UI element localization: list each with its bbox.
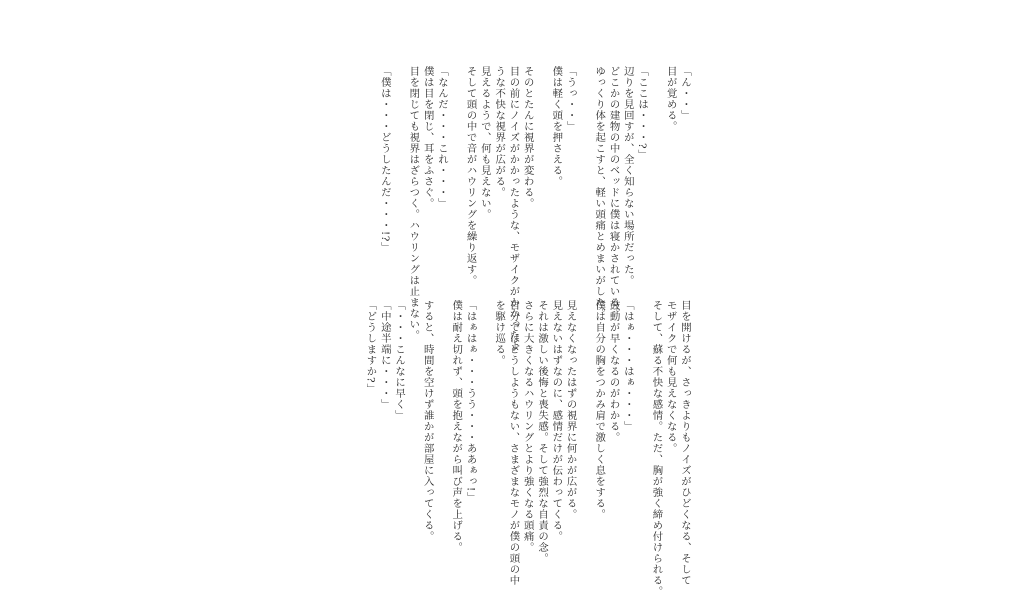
text-line: 「ここは・・・?」 — [636, 66, 649, 161]
text-line: 辺りを見回すが、全く知らない場所だった。 — [621, 66, 634, 286]
text-line: 「はぁ・・・はぁ・・・」 — [621, 300, 634, 432]
blank-line — [435, 300, 449, 572]
text-line: 見えないはずなのに、感情だけが伝わってくる。 — [550, 300, 563, 542]
text-line: 僕は耐え切れず、頭を抱えながら叫び声を上げる。 — [450, 300, 463, 553]
text-line: 見えるようで、何も見えない。 — [478, 66, 491, 220]
text-line: 僕は目を閉じ、耳をふさぐ。 — [421, 66, 434, 209]
text-line: 「はぁはぁ・・・うう・・・ああぁっ!」 — [464, 300, 477, 503]
text-block-lower — [363, 300, 692, 597]
text-line: 僕は自分の胸をつかみ肩で激しく息をする。 — [593, 300, 606, 520]
text-line: 目を開けるが、さっきよりもノイズがひどくなる、そして — [679, 300, 691, 586]
text-line: 自分ではどうしようもない、さまざまなモノが僕の頭の中 — [507, 300, 520, 586]
blank-line — [578, 300, 592, 572]
blank-line — [635, 300, 649, 572]
text-line: ゆっくり体を起こすと、軽い頭痛とめまいがした。 — [593, 66, 606, 319]
blank-line — [406, 300, 420, 572]
text-line: 目が覚める。 — [664, 66, 677, 132]
text-line: 「ん・・」 — [679, 66, 691, 121]
text-line: 見えなくなったはずの視界に何かが広がる。 — [564, 300, 577, 520]
text-line: うな不快な視界が広がる。 — [493, 66, 506, 198]
text-line: 僕は軽く頭を押さえる。 — [550, 66, 563, 187]
text-line: そして頭の中で音がハウリングを繰り返す。 — [464, 66, 477, 286]
text-line: 鼓動が早くなるのがわかる。 — [607, 300, 620, 443]
text-line: 「中途半端に・・・」 — [378, 300, 391, 410]
text-line: 「なんだ・・・これ・・・」 — [435, 66, 448, 209]
text-line: さらに大きくなるハウリングとより強くなる頭痛。 — [521, 300, 534, 553]
blank-line — [392, 66, 406, 296]
blank-line — [478, 300, 492, 572]
text-line: 「僕は・・・どうしたんだ・・・!?」 — [378, 66, 391, 253]
text-line: そのとたんに視界が変わる。 — [521, 66, 534, 209]
text-line: モザイクで何も見えなくなる。 — [664, 300, 677, 454]
text-line: 「・・・こんなに早く」 — [393, 300, 406, 421]
blank-line — [449, 66, 463, 296]
text-line: 「どうしますか?」 — [364, 300, 377, 395]
blank-line — [649, 66, 663, 296]
text-line: 「うっ・・」 — [564, 66, 577, 132]
text-line: どこかの建物の中のベッドに僕は寝かされている。 — [607, 66, 620, 319]
text-line: を駆け巡る。 — [493, 300, 506, 366]
blank-line — [578, 66, 592, 296]
text-line: そして、蘇る不快な感情。ただ、胸が強く締め付けられる。 — [650, 300, 663, 597]
blank-line — [535, 66, 549, 296]
text-line: 目の前にノイズがかかったような、モザイクがかかったよ — [507, 66, 520, 352]
text-line: すると、時間を空けず誰かが部屋に入ってくる。 — [421, 300, 434, 542]
text-line: 目を閉じても視界はざらつく。ハウリングは止まない。 — [407, 66, 420, 341]
text-line: それは激しい後悔と喪失感。そして強烈な自責の念。 — [536, 300, 549, 564]
